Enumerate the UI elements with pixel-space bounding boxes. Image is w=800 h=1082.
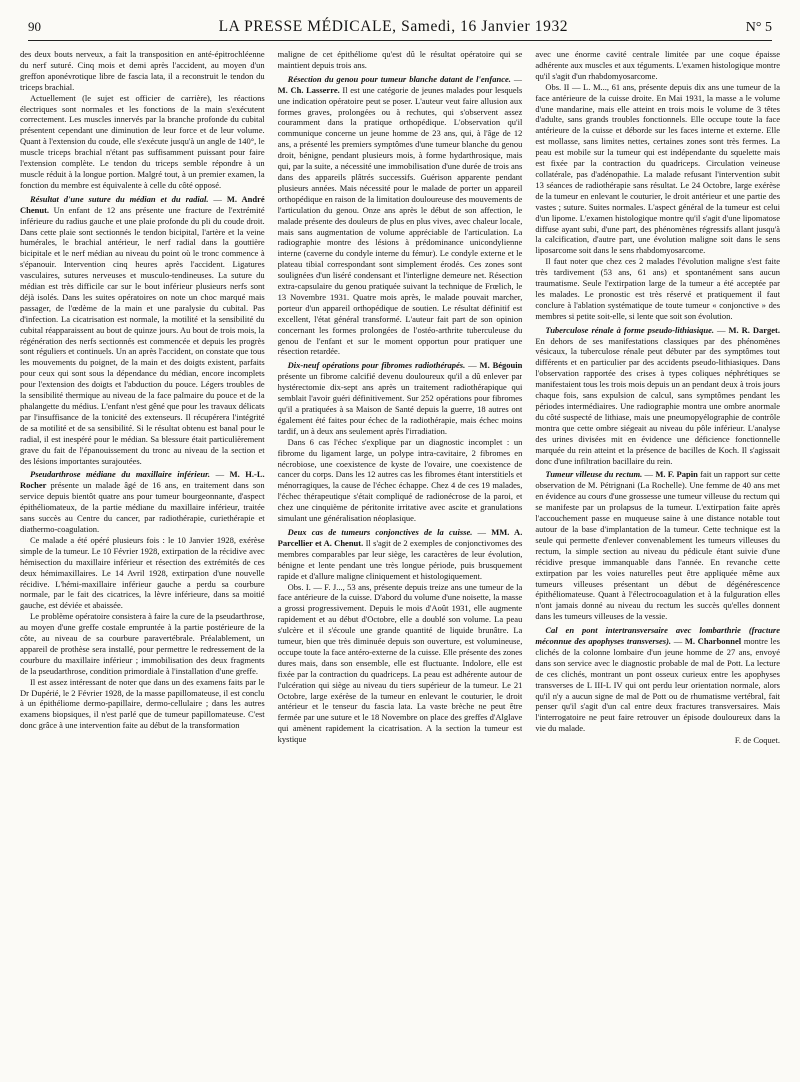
paragraph-text: des deux bouts nerveux, a fait la transposition en anté-épitrochléenne du nerf suturé. Cinq mois et demi après l'accident, au moyen d'un greffon aponévrotique libre de fascia lata, il a reconstruit le tendon du triceps brachial. [20, 49, 265, 92]
section-title: Cal en pont intertransversaire avec lombarthrie (fracture méconnue des apophyses transverses). [535, 625, 780, 647]
issue-number: N° 5 [745, 20, 772, 35]
journal-title: LA PRESSE MÉDICALE, Samedi, 16 Janvier 1932 [218, 18, 569, 35]
section-title: Tumeur villeuse du rectum. [545, 469, 643, 480]
paragraph-text: Il faut noter que chez ces 2 malades l'évolution maligne s'est faite très tardivement (53 ans, 61 ans) et spontanément sans aucun traumatisme. Seule l'extirpation large de la tumeur a été acceptée par les malades. Le pronostic est très réservé et pratiquement il faut conclure à l'ablation systématique de toute tumeur « conjonctive » des membres si petite soit-elle, si lente que soit son évolution. [535, 256, 780, 321]
signature-text: F. de Coquet. [734, 735, 780, 746]
paragraph-text: Obs. I. — F. J..., 53 ans, présente depuis treize ans une tumeur de la face antérieure de la cuisse. D'abord du volume d'une noisette, la masse a grossi progressivement. Depuis le mois d'Août 1931, elle augmente rapidement et au début d'Octobre, elle a doublé son volume. La peau s'ulcère et il s'écoule une grande quantité de liquide brunâtre. La tumeur, bien que très diminuée depuis son ouverture, est volumineuse, occupe toute la face antéro-externe de la cuisse. Elle présente des zones dures mais, dans son ensemble, elle est fluctuante. Indolore, elle est fixée par la contraction du quadriceps. La peau est adhérente autour de l'ulcération qui siège au niveau du tiers supérieur de la tumeur. Le 21 Octobre, large exérèse de la tumeur en enlevant le couturier, le droit antérieur et le tenseur du fascia lata. La vaste brèche ne peut être fermée par une suture et le 18 Novembre on place des greffes d'Alglave qui amènent rapidement la cicatrisation. A la section la tumeur est kystique [277, 581, 523, 745]
section-title: Résection du genou pour tumeur blanche datant de l'enfance. [287, 73, 511, 84]
paragraph [278, 437, 523, 524]
paragraph-text: Actuellement (le sujet est officier de carrière), les réactions électriques sont normales et les fonctions de la main s'exécutent correctement. Les muscles innervés par la branche profonde du cubital présentent cependant une diminution de leur force et de leur volume. Quant à l'extension du coude, elle s'exécute jusqu'à un angle de 140°, le muscle triceps brachial n'étant pas suffisamment puissant pour faire l'extension complète. Le tendon du triceps semble répondre à un muscle réduit à la longue portion. Malgré tout, à un premier examen, la fonction du membre est équivalente à celle du côté opposé. [20, 92, 265, 190]
section-title: Deux cas de tumeurs conjonctives de la cuisse. [287, 526, 473, 537]
paragraph-text: Obs. II — L. M..., 61 ans, présente depuis dix ans une tumeur de la face antérieure de la cuisse droite. En Mai 1931, la masse a le volume d'une mandarine, mais elle atteint en trois mois le volume de 3 têtes d'adulte, sans grands troubles fonctionnels. Elle occupe toute la face antérieure de la cuisse et déborde sur les faces interne et externe. Elle est mollasse, sans limites nettes, certaines zones sont très fermes. La peau est mobile sur la tumeur qui est indépendante du squelette mais est fixée par la contraction du quadriceps. Circulation veineuse collatérale, pas d'adénopathie. La malade refusant l'intervention subit 13 séances de radiothérapie sans résultat. Le 24 Octobre, large exérèse de la tumeur en enlevant le couturier, le droit antérieur et une partie des vastes ; suture. Suites normales. L'aspect général de la tumeur est celui d'un lipome. L'examen histologique montre qu'il s'agit d'une lipomatose diffuse ayant subi, d'une part, des phénomènes régressifs allant jusqu'à la calcification, d'autre part, une évolution maligne soit dans le sens liposarcome soit dans le sens rhabdomyosarcome. [535, 81, 780, 256]
paragraph-text: Ce malade a été opéré plusieurs fois : le 10 Janvier 1928, exérèse simple de la tumeur. Le 10 Février 1928, extirpation de la récidive avec hémisection du maxillaire inférieur et résection des extrémités de ces deux hémimaxillaires. Le 14 Avril 1928, extirpation d'une nouvelle récidive. L'hémi-maxillaire inférieur gauche a perdu sa courbure normale, par le fait des cicatrices, la lèvre inférieure, dans sa moitié gauche, est déviée et abaissée. [20, 534, 265, 611]
paragraph [535, 256, 780, 321]
section-paragraph: Cal en pont intertransversaire avec lombarthrie (fracture méconnue des apophyses transverses). — M. Charbonnel montre les clichés de la colonne lombaire d'un jeune homme de 27 ans, envoyé dans son service avec le diagnostic probable de mal de Pott. La lecture de ces clichés, montrant un pont osseux curieux entre les apophyses transverses de L III-L IV qui ont perdu leur orientation normale, alors qu'il n'y a aucun signe de mal de Pott ou de rhumatisme vertébral, fait penser qu'il s'agit d'un cal entre deux fractures transversaires. Mais l'interrogatoire ne peut faire retrouver un épisode douloureux dans la vie du malade. [535, 625, 780, 734]
paragraph-text: Il est assez intéressant de noter que dans un des examens faits par le Dr Dupérié, le 2 Février 1928, de la masse papillomateuse, il est conclu à un épithéliome dermo-papillaire, dermo-cellulaire ; dans les autres examens biopsiques, il n'est parlé que de tumeur papillomateuse. C'est donc grâce à une intervention faite au début de la transformation [20, 676, 265, 731]
section-title: Tuberculose rénale à forme pseudo-lithiasique. [545, 324, 714, 335]
paragraph [278, 49, 523, 71]
section-body: En dehors de ses manifestations classiques par des phénomènes vésicaux, la tuberculose rénale peut débuter par des symptômes tout différents et en particulier par des accidents pseudo-lithiasiques. Dans l'observation rapportée des crises à types coliques néphrétiques se manifestaient tous les trois mois depuis un an pendant deux à trois jours chaque fois, sans expulsion de calcul, sans symptômes pendant les périodes intermédiaires. Une radiographie montra une ombre anormale du côté suspecté de lithiase, mais une pneumopyélographie de contrôle montra que cette ombre siégeait au niveau du pôle inférieur. L'analyse des urines divisées mit en évidence une déficience fonctionnelle marquée du rein atteint et la présence de bacilles de Koch. Il s'agissait donc d'une infiltration bacillaire du rein. [535, 335, 780, 466]
paragraph-text: avec une énorme cavité centrale limitée par une coque épaisse adhérente aux muscles et aux téguments. L'examen histologique montre qu'il s'agit d'un rhabdomyosarcome. [535, 49, 780, 81]
section-title: Résultat d'une suture du médian et du radial. [30, 193, 209, 204]
paragraph [535, 49, 780, 82]
column-1 [20, 49, 265, 1081]
section-body: Il est une catégorie de jeunes malades pour lesquels une indication opératoire peut se poser. L'auteur veut faire allusion aux formes graves, prolongées ou à rechutes, qui s'observent assez couramment dans la pratique orthopédique. L'observation qu'il communique concerne un jeune homme de 23 ans, qui, à l'âge de 12 ans, a présenté les premiers symptômes d'une tumeur blanche du genou droit, bénigne, pendant plusieurs mois, à forme hydarthrosique, mais qui, par la suite, a nécessité une immobilisation d'une durée de trois ans dans des appareils plâtrés successifs. Guérison apparente pendant plusieurs années. Mais nécessité pour le malade de porter un appareil orthopédique en raison de la limitation douloureuse des mouvements de l'articulation du genou. Onze ans après le début de son affection, le malade présente des douleurs de plus en plus vives, avec chaleur locale, mais sans augmentation de volume appréciable de l'articulation. La radiographie montre des lésions à prédominance unicondylienne interne (caverne du condyle interne du fémur). Le condyle externe et le plateau tibial correspondant sont simplement érodés. Ces zones sont soulignées d'un liséré condensant et l'interligne demeure net. Résection extra-capsulaire du genou pratiquée suivant la technique de Frœlich, le 13 Novembre 1931. Quatre mois après, le malade pouvait marcher, porteur d'un appareil orthopédique de soutien. Le résultat définitif est excellent, l'état général transformé. L'auteur fait part de son opinion concernant les formes prolongées de l'ostéo-arthrite tuberculeuse du genou de l'enfant et sur le moment opportun pour pratiquer une résection retardée. [277, 84, 523, 357]
column-3 [535, 49, 780, 1081]
section-author: M. F. Papin [655, 469, 698, 480]
paragraph-text: maligne de cet épithéliome qu'est dû le résultat opératoire qui se maintient depuis trois ans. [277, 49, 523, 70]
paragraph [20, 677, 265, 732]
section-body: présente un malade âgé de 16 ans, en traitement dans son service depuis bientôt quatre ans pour tumeur bourgeonnante, d'aspect épithéliomateux, de la partie médiane du maxillaire inférieur, traitée sans succès au Centre du cancer, par radiothérapie, curiethérapie et diathermo-coagulation. [20, 480, 265, 534]
section-body: présente un fibrome calcifié devenu douloureux qu'il a dû enlever par hystérectomie dix-sept ans après un traitement radiothérapique qui semblait l'avoir guéri définitivement. Sur 252 opérations pour fibromes qu'il a pratiquées à sa Maison de Santé depuis la guerre, 18 autres ont également été faites pour échec de la radiothérapie, mais échec moins tardif, un à deux ans seulement après l'irradiation. [277, 371, 523, 436]
section-author: M. Ch. Lasserre. [277, 84, 340, 95]
section-paragraph: Pseudarthrose médiane du maxillaire inférieur. — M. H.-L. Rocher présente un malade âgé de 16 ans, en traitement dans son service depuis bientôt quatre ans pour tumeur bourgeonnante, d'aspect épithéliomateux, de la partie médiane du maxillaire inférieur, traitée sans succès au Centre du cancer, par radiothérapie, curiethérapie et diathermo-coagulation. [20, 469, 265, 534]
section-author: M. Charbonnel [684, 636, 742, 647]
section-author: M. André Chenut. [20, 193, 265, 215]
paragraph-text: Dans 6 cas l'échec s'explique par un diagnostic incomplet : un fibrome du ligament large, un polype intra-cavitaire, 2 fibromes en nécrobiose, une coexistence de kyste de l'ovaire, une coexistence de cancer du corps. Dans les 12 autres cas les fibromes étant interstitiels et ménorragiques, la cause de l'échec échappe. Chez 4 de ces 19 malades, l'échec thérapeutique s'était compliqué de radionécrose de la paroi, et chez une cinquième de péritonite irritative avec ascite et granulations simulant une généralisation néoplasique. [277, 436, 523, 524]
paragraph [20, 49, 265, 93]
page-header [28, 18, 772, 41]
section-paragraph: Deux cas de tumeurs conjonctives de la cuisse. — MM. A. Parcellier et A. Chenut. Il s'agit de 2 exemples de conjonctivomes des membres comparables par leur siège, les caractères de leur évolution, bénigne et lente pendant une très longue période, puis brusquement rapide et d'allure maligne cliniquement et histologiquement. [277, 526, 523, 581]
section-body: fait un rapport sur cette observation de M. Pétrignani (La Rochelle). Une femme de 40 ans met en évidence au cours d'une grossesse une tumeur villeuse du rectum qui se manifeste par un prolapsus de la tumeur. L'extirpation faite après l'accouchement passe en muqueuse saine à une distance notable tout autour de la base d'implantation de la tumeur. Cette technique est la seule qui permette d'enlever convenablement les tumeurs villeuses du rectum, la simple section au niveau du pédicule étant suivie d'une récidive presque immanquable dans l'année. En revanche cette extirpation par les voies naturelles peut être appliquée même aux tumeurs villeuses présentant un début de dégénérescence épithéliomateuse. Quant à l'électrocoagulation et à la fulguration elles n'ont jamais donné au niveau du rectum les succès qu'elles donnent dans les tumeurs villeuses de la vessie. [535, 469, 780, 622]
section-title: Pseudarthrose médiane du maxillaire inférieur. [30, 469, 211, 480]
paragraph [20, 535, 265, 611]
section-body: montre les clichés de la colonne lombaire d'un jeune homme de 27 ans, envoyé dans son service avec le diagnostic probable de mal de Pott. La lecture de ces clichés, montrant un pont osseux curieux entre les apophyses transverses de L III-L IV qui ont perdu leur orientation normale, alors qu'il n'y a aucun signe de mal de Pott ou de rhumatisme vertébral, fait penser qu'il s'agit d'un cal entre deux fractures transversaires. Mais l'interrogatoire ne peut faire retrouver un épisode douloureux dans la vie du malade. [535, 636, 780, 734]
section-author: M. Bégouin [479, 360, 523, 371]
page-number: 90 [28, 19, 41, 34]
paragraph [20, 93, 265, 191]
paragraph [278, 582, 523, 746]
section-paragraph: Résection du genou pour tumeur blanche datant de l'enfance. — M. Ch. Lasserre. Il est une catégorie de jeunes malades pour lesquels une indication opératoire peut se poser. L'auteur veut faire allusion aux formes graves, prolongées ou à rechutes, qui s'observent assez couramment dans la pratique orthopédique. L'observation qu'il communique concerne un jeune homme de 23 ans, qui, à l'âge de 12 ans, a présenté les premiers symptômes d'une tumeur blanche du genou droit, bénigne, pendant plusieurs mois, à forme hydarthrosique, mais qui, par la suite, a nécessité une immobilisation d'une durée de trois ans dans des appareils plâtrés successifs. Guérison apparente pendant plusieurs années. Mais nécessité pour le malade de porter un appareil orthopédique en raison de la limitation douloureuse des mouvements de l'articulation du genou. Onze ans après le début de son affection, le malade présente des douleurs de plus en plus vives, avec chaleur locale, mais sans augmentation de volume appréciable de l'articulation. La radiographie montre des lésions à prédominance unicondylienne interne (caverne du condyle interne du fémur). Le condyle externe et le plateau tibial correspondant sont simplement érodés. Ces zones sont soulignées d'un liséré condensant et l'interligne demeure net. Résection extra-capsulaire du genou pratiquée suivant la technique de Frœlich, le 13 Novembre 1931. Quatre mois après, le malade pouvait marcher, porteur d'un appareil orthopédique de soutien. Le résultat définitif est excellent, l'état général transformé. L'auteur fait part de son opinion concernant les formes prolongées de l'ostéo-arthrite tuberculeuse du genou de l'enfant et sur le moment opportun pour pratiquer une résection retardée. [277, 73, 523, 357]
paragraph-text: Le problème opératoire consistera à faire la cure de la pseudarthrose, au moyen d'une greffe costale empruntée à la partie postérieure de la côte, au niveau de sa courbure paravertébrale. Préalablement, un appareil de prothèse sera installé, pour permettre le redressement de la courbure du maxillaire inférieur ; immobilisation des deux fragments de la pseudarthrose, condition primordiale à l'installation d'une greffe. [20, 611, 265, 676]
section-body: Un enfant de 12 ans présente une fracture de l'extrémité inférieure du radius gauche et une plaie profonde du pli du coude droit. Dans cette plaie sont sectionnés le tendon bicipital, l'artère et la veine humérales, le brachial antérieur, le nerf radial dans la gouttière bicipitale et le nerf médian au niveau du point où le tronc commence à s'épanouir. Intervention cinq heures après l'accident. Ligatures vasculaires, sutures nerveuses et musculo-tendineuses. La suture du médian est très difficile car sur le bout inférieur plusieurs nerfs sont déjà isolés. Dans les suites opératoires on note un choc marqué mais passager, de l'œdème de la main et une paralysie du cubital. Pas d'infection. La cicatrisation est normale, la motilité et la sensibilité du cubital réapparaissent au bout de quinze jours. Au bout de trois mois, la régénération des nerfs sectionnés est commencée et depuis les progrès sont réguliers et continuels. Un an après l'accident, on constate que tous les mouvements du poignet, de la main et des doigts existent, parfaits pour ceux qui sont sous la dépendance du médian, encore incomplets pour l'extension des doigts et l'abduction du pouce. Légers troubles de la sensibilité thermique au niveau de la face palmaire du pouce et de la phalangette du médius. L'enfant n'est gêné que pour les travaux délicats par l'insuffisance de la tonicité des extenseurs. Il récupérera l'intégrité de sa motilité et de sa sensibilité. Si le résultat obtenu est banal pour le radial, il est inespéré pour le médian. Sa blessure était particulièrement grave du fait de l'épanouissement du tronc au niveau de la section et des lésions importantes surajoutées. [20, 204, 265, 466]
paragraph [535, 82, 780, 257]
section-paragraph: Tuberculose rénale à forme pseudo-lithiasique. — M. R. Darget. En dehors de ses manifestations classiques par des phénomènes vésicaux, la tuberculose rénale peut débuter par des symptômes tout différents et en particulier par des accidents pseudo-lithiasiques. Dans l'observation rapportée des crises à types coliques néphrétiques se manifestaient tous les trois mois depuis un an pendant deux à trois jours chaque fois, sans expulsion de calcul, sans symptômes pendant les périodes intermédiaires. Une radiographie montra une ombre anormale du côté suspecté de lithiase, mais une pneumopyélographie de contrôle montra que cette ombre siégeait au niveau du pôle inférieur. L'analyse des urines divisées mit en évidence une déficience fonctionnelle marquée du rein atteint et la présence de bacilles de Koch. Il s'agissait donc d'une infiltration bacillaire du rein. [535, 324, 780, 466]
section-author: M. H.-L. Rocher [20, 469, 265, 491]
column-2 [278, 49, 523, 1081]
section-author: MM. A. Parcellier et A. Chenut. [277, 526, 523, 548]
section-paragraph: Résultat d'une suture du médian et du radial. — M. André Chenut. Un enfant de 12 ans présente une fracture de l'extrémité inférieure du radius gauche et une plaie profonde du pli du coude droit. Dans cette plaie sont sectionnés le tendon bicipital, l'artère et la veine humérales, le brachial antérieur, le nerf radial dans la gouttière bicipitale et le nerf médian au niveau du point où le tronc commence à s'épanouir. Intervention cinq heures après l'accident. Ligatures vasculaires, sutures nerveuses et musculo-tendineuses. La suture du médian est très difficile car sur le bout inférieur plusieurs nerfs sont déjà isolés. Dans les suites opératoires on note un choc marqué mais passager, de l'œdème de la main et une paralysie du cubital. Pas d'infection. La cicatrisation est normale, la motilité et la sensibilité du cubital réapparaissent au bout de quinze jours. Au bout de trois mois, la régénération des nerfs sectionnés est commencée et depuis les progrès sont réguliers et continuels. Un an après l'accident, on constate que tous les mouvements du poignet, de la main et des doigts existent, parfaits pour ceux qui sont sous la dépendance du médian, encore incomplets pour l'extension des doigts et l'abduction du pouce. Légers troubles de la sensibilité thermique au niveau de la face palmaire du pouce et de la phalangette du médius. L'enfant n'est gêné que pour les travaux délicats par l'insuffisance de la tonicité des extenseurs. Il récupérera l'intégrité de sa motilité et de sa sensibilité. Si le résultat obtenu est banal pour le radial, il est inespéré pour le médian. Sa blessure était particulièrement grave du fait de l'épanouissement du tronc au niveau de la section et des lésions importantes surajoutées. [20, 193, 265, 466]
section-paragraph: Dix-neuf opérations pour fibromes radiothérapés. — M. Bégouin présente un fibrome calcifié devenu douloureux qu'il a dû enlever par hystérectomie dix-sept ans après un traitement radiothérapique qui semblait l'avoir guéri définitivement. Sur 252 opérations pour fibromes qu'il a pratiquées à sa Maison de Santé depuis la guerre, 18 autres ont également été faites pour échec de la radiothérapie, mais échec moins tardif, un à deux ans seulement après l'irradiation. [277, 360, 523, 436]
text-columns [20, 49, 780, 1081]
section-paragraph: Tumeur villeuse du rectum. — M. F. Papin fait un rapport sur cette observation de M. Pétrignani (La Rochelle). Une femme de 40 ans met en évidence au cours d'une grossesse une tumeur villeuse du rectum qui se manifeste par un prolapsus de la tumeur. L'extirpation faite après l'accouchement passe en muqueuse saine à une distance notable tout autour de la base d'implantation de la tumeur. Cette technique est la seule qui permette d'enlever convenablement les tumeurs villeuses du rectum, la simple section au niveau du pédicule étant suivie d'une récidive presque immanquable dans l'année. En revanche cette extirpation par les voies naturelles peut être appliquée même aux tumeurs villeuses présentant un début de dégénérescence épithéliomateuse. Quant à l'électrocoagulation et à la fulguration elles n'ont jamais donné au niveau du rectum les succès qu'elles donnent dans les tumeurs villeuses de la vessie. [535, 469, 780, 622]
section-body: Il s'agit de 2 exemples de conjonctivomes des membres comparables par leur siège, les caractères de leur évolution, bénigne et lente pendant une très longue période, puis brusquement rapide et d'allure maligne cliniquement et histologiquement. [277, 537, 523, 581]
section-author: M. R. Darget. [728, 324, 780, 335]
signature [535, 735, 780, 746]
paragraph [20, 611, 265, 676]
section-title: Dix-neuf opérations pour fibromes radiothérapés. [287, 360, 466, 371]
